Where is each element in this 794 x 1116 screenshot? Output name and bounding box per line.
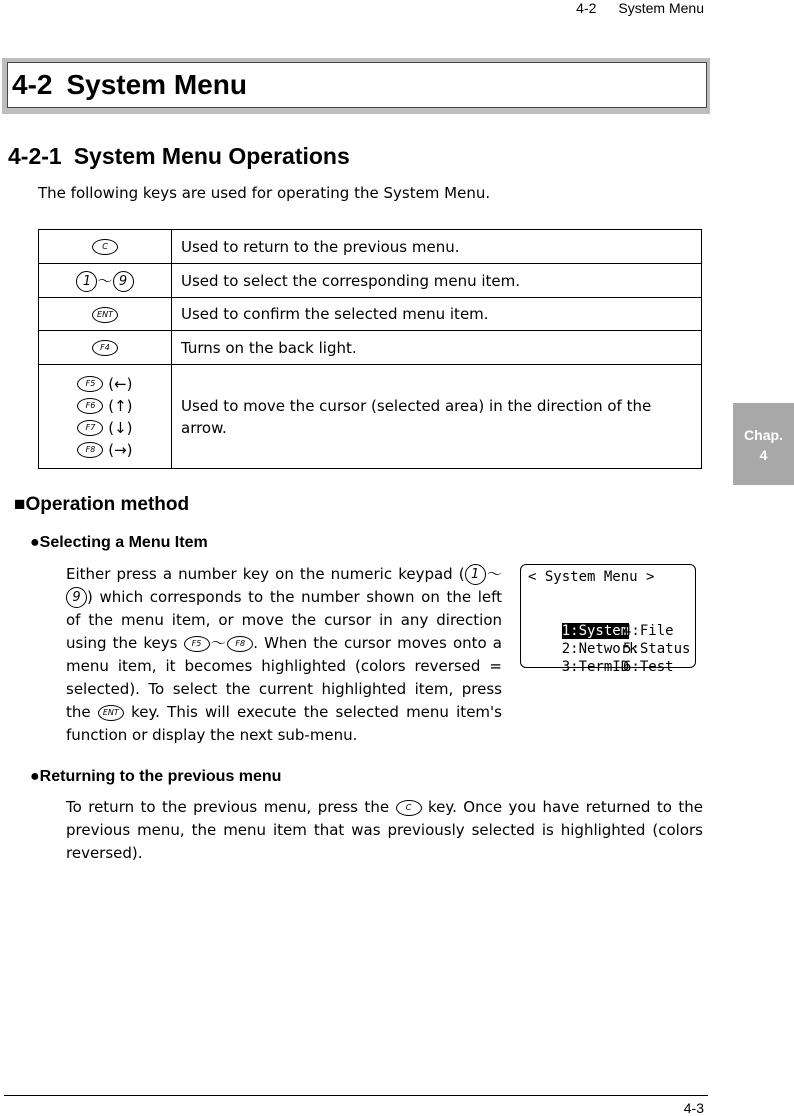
f8-right-key-icon: F8 <box>77 442 103 458</box>
table-row <box>39 264 702 298</box>
header-section: 4-2 <box>576 0 597 16</box>
key-cell <box>39 264 172 298</box>
table-row <box>39 331 702 365</box>
digit-9-key-icon: 9 <box>66 587 87 608</box>
header-title: System Menu <box>618 0 704 16</box>
lcd-menu-row <box>528 640 695 675</box>
chapter-tab <box>733 403 794 485</box>
f8-right-key-icon: F8 <box>227 636 253 652</box>
lcd-menu-row <box>528 622 695 657</box>
lcd-blank-row <box>528 586 695 604</box>
c-key-icon: C <box>92 239 118 255</box>
chapter-title-box <box>2 58 710 114</box>
chapter-tab-label: Chap. <box>744 427 783 443</box>
c-key-icon: C <box>396 800 422 816</box>
chapter-title-text: System Menu <box>66 69 247 100</box>
table-row <box>39 298 702 331</box>
table-row <box>39 365 702 469</box>
arrow-direction: (↑) <box>108 396 133 415</box>
desc-cell: Used to select the corresponding menu item. <box>172 264 702 298</box>
arrow-direction: (↓) <box>108 418 133 437</box>
selecting-text-1: Either press a number key on the numeric keypad ( <box>66 565 465 583</box>
key-range-sep: ～ <box>485 565 502 583</box>
returning-text-2: key. Once you have returned to the previous menu, the menu item that was previously selected is highlighted (colors reversed). <box>66 798 703 862</box>
selecting-text-2: ) which corresponds to the number shown on the left of the menu item, or move the cursor in any direction using the keys <box>66 588 502 652</box>
footer-divider <box>4 1095 708 1096</box>
lcd-menu-item: 6:Test <box>623 659 674 675</box>
arrow-key-row <box>39 395 171 417</box>
key-cell <box>39 230 172 264</box>
desc-cell: Used to return to the previous menu. <box>172 230 702 264</box>
arrow-direction: (←) <box>108 374 133 393</box>
keys-table <box>38 229 702 469</box>
selecting-text-3: . When the cursor moves onto a menu item, it becomes highlighted (colors reversed = selected). To select the current highlighted item, press the <box>66 634 502 721</box>
f6-up-key-icon: F6 <box>77 398 103 414</box>
arrow-direction: (→) <box>108 440 133 459</box>
chapter-title <box>7 62 707 108</box>
f5-left-key-icon: F5 <box>184 636 210 652</box>
lcd-menu-item: 3:TermID <box>561 659 630 675</box>
key-cell <box>39 365 172 469</box>
page-number: 4-3 <box>683 1100 704 1116</box>
lcd-menu-item: 5:Status <box>623 641 691 657</box>
chapter-title-number: 4-2 <box>12 69 53 100</box>
intro-text: The following keys are used for operating the System Menu. <box>38 184 491 202</box>
returning-paragraph <box>66 796 703 865</box>
key-cell <box>39 331 172 365</box>
digit-1-key-icon: 1 <box>465 564 486 585</box>
running-header <box>554 0 704 16</box>
section-title <box>8 143 350 170</box>
f5-left-key-icon: F5 <box>77 376 103 392</box>
lcd-screen <box>520 564 696 675</box>
lcd-title: < System Menu > <box>528 569 655 585</box>
returning-title: ●Returning to the previous menu <box>30 768 282 785</box>
lcd-menu-item: 2:Network <box>561 641 638 657</box>
desc-cell: Used to confirm the selected menu item. <box>172 298 702 331</box>
desc-cell: Used to move the cursor (selected area) in the direction of the arrow. <box>172 365 702 469</box>
section-title-text: System Menu Operations <box>73 143 350 169</box>
digit-1-key-icon: 1 <box>76 271 97 292</box>
selecting-text-4: key. This will execute the selected menu item's function or display the next sub-menu. <box>66 703 502 744</box>
arrow-key-row <box>39 373 171 395</box>
enter-key-icon: ENT <box>92 307 118 323</box>
lcd-menu-row <box>528 604 695 639</box>
key-cell <box>39 298 172 331</box>
lcd-menu-item: 4:File <box>623 623 674 639</box>
f4-key-icon: F4 <box>92 340 118 356</box>
digit-9-key-icon: 9 <box>113 271 134 292</box>
enter-key-icon: ENT <box>98 705 124 721</box>
desc-cell: Turns on the back light. <box>172 331 702 365</box>
f7-down-key-icon: F7 <box>77 420 103 436</box>
section-number: 4-2-1 <box>8 143 62 169</box>
returning-text-1: To return to the previous menu, press the <box>66 798 390 816</box>
operation-method-title: ■Operation method <box>14 494 190 515</box>
selecting-paragraph-a: Either press a number key on the numeric keypad ( 1 ～9 ) which corresponds to the number shown on the left of the menu item, or move the cursor in any direction using the keys F5 ～ F8 . When the cursor moves onto a menu item, it becomes highlighted (colors reversed = selected). To select the current highlighted item, press the ENT key. This will execute the selected menu item's function or display the next sub-menu. <box>66 565 502 744</box>
arrow-key-row <box>39 439 171 461</box>
table-row <box>39 230 702 264</box>
lcd-menu-item-selected: 1:System <box>561 623 630 639</box>
selecting-title: ●Selecting a Menu Item <box>30 534 208 551</box>
arrow-key-row <box>39 417 171 439</box>
chapter-tab-number: 4 <box>759 447 768 463</box>
key-range-sep: ～ <box>97 271 113 290</box>
